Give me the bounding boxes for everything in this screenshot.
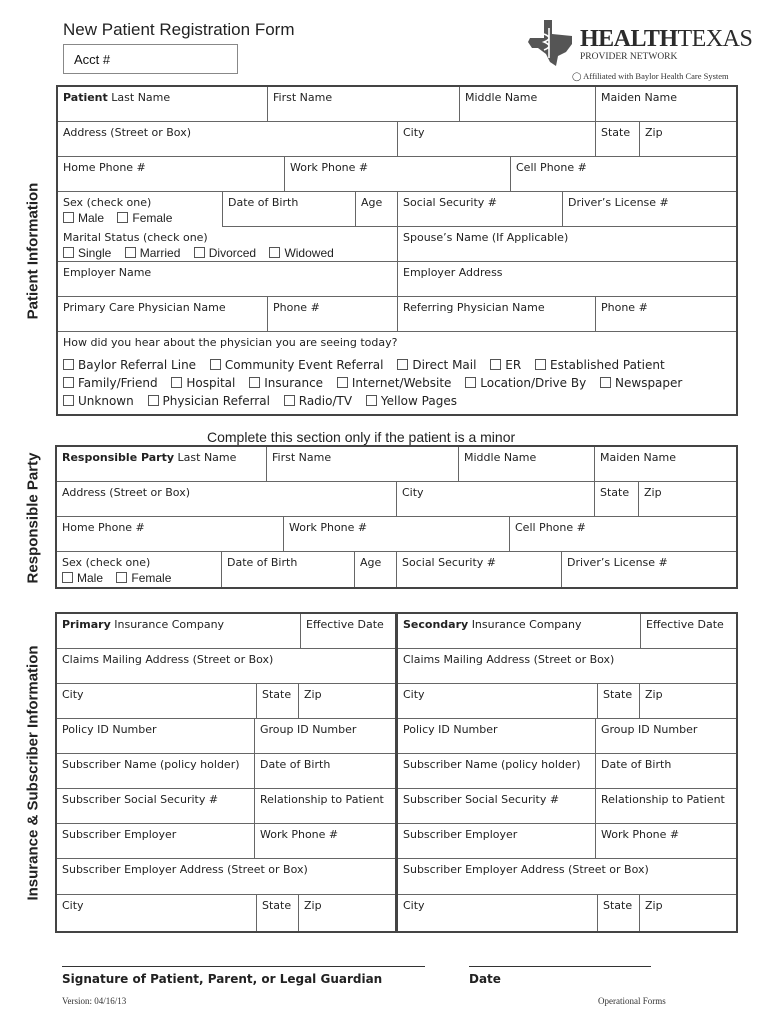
patient-address-field[interactable]: Address (Street or Box) xyxy=(58,122,398,157)
rp-last-name-field[interactable]: Responsible Party Last Name xyxy=(57,447,267,482)
rp-address-field[interactable]: Address (Street or Box) xyxy=(57,482,397,517)
checkbox-icon[interactable] xyxy=(269,247,280,258)
female-option[interactable]: Female xyxy=(116,571,171,585)
secondary-employer-city-field[interactable]: City xyxy=(398,895,598,931)
checkbox-icon[interactable] xyxy=(249,377,260,388)
primary-policy-id-field[interactable]: Policy ID Number xyxy=(57,719,255,754)
referral-source-field xyxy=(58,332,736,414)
male-option[interactable]: Male xyxy=(63,211,104,225)
patient-first-name-field[interactable]: First Name xyxy=(268,87,460,122)
checkbox-icon[interactable] xyxy=(125,247,136,258)
secondary-group-id-field[interactable]: Group ID Number xyxy=(596,719,736,754)
checkbox-icon[interactable] xyxy=(63,359,74,370)
secondary-zip-field[interactable]: Zip xyxy=(640,684,736,719)
secondary-employer-zip-field[interactable]: Zip xyxy=(645,899,663,912)
primary-subscriber-ssn-field[interactable]: Subscriber Social Security # xyxy=(57,789,255,824)
patient-state-field[interactable]: State xyxy=(596,122,640,157)
secondary-subscriber-employer-field[interactable]: Subscriber Employer xyxy=(398,824,596,859)
checkbox-icon[interactable] xyxy=(62,572,73,583)
logo-affiliation: ◯ Affiliated with Baylor Health Care System xyxy=(572,71,729,81)
ref-option[interactable]: Hospital xyxy=(171,376,235,390)
checkbox-icon[interactable] xyxy=(63,247,74,258)
single-option[interactable]: Single xyxy=(63,246,111,260)
referral-question: How did you hear about the physician you are seeing today? xyxy=(63,336,398,349)
secondary-subscriber-ssn-field[interactable]: Subscriber Social Security # xyxy=(398,789,596,824)
rp-age-field[interactable]: Age xyxy=(355,552,397,587)
referral-line-1 xyxy=(63,358,675,372)
patient-marital-field xyxy=(58,227,398,262)
rp-state-field[interactable]: State xyxy=(595,482,639,517)
patient-city-field[interactable]: City xyxy=(398,122,596,157)
rp-dob-field[interactable]: Date of Birth xyxy=(222,552,355,587)
primary-subscriber-employer-field[interactable]: Subscriber Employer xyxy=(57,824,255,859)
primary-employer-city-field[interactable]: City xyxy=(57,895,257,931)
patient-middle-name-field[interactable]: Middle Name xyxy=(460,87,596,122)
rp-work-phone-field[interactable]: Work Phone # xyxy=(284,517,510,552)
ref-option[interactable]: Internet/Website xyxy=(337,376,452,390)
ref-option[interactable]: Established Patient xyxy=(535,358,665,372)
texas-caduceus-icon xyxy=(526,18,576,68)
pcp-phone-field[interactable]: Phone # xyxy=(268,297,398,332)
checkbox-icon[interactable] xyxy=(171,377,182,388)
primary-zip-field[interactable]: Zip xyxy=(299,684,395,719)
referring-phone-field[interactable]: Phone # xyxy=(596,297,736,332)
patient-section xyxy=(56,85,738,416)
primary-group-id-field[interactable]: Group ID Number xyxy=(255,719,395,754)
insurance-information-label: Insurance & Subscriber Information xyxy=(24,645,42,901)
primary-relationship-field[interactable]: Relationship to Patient xyxy=(255,789,395,824)
rp-dl-field[interactable]: Driver’s License # xyxy=(567,556,668,569)
patient-cell-phone-field[interactable]: Cell Phone # xyxy=(511,157,736,192)
patient-information-label: Patient Information xyxy=(24,182,42,320)
acct-number-field[interactable]: Acct # xyxy=(63,44,238,74)
patient-dob-field[interactable]: Date of Birth xyxy=(223,192,356,227)
rp-first-name-field[interactable]: First Name xyxy=(267,447,459,482)
checkbox-icon[interactable] xyxy=(337,377,348,388)
checkbox-icon[interactable] xyxy=(63,377,74,388)
pcp-name-field[interactable]: Primary Care Physician Name xyxy=(58,297,268,332)
checkbox-icon[interactable] xyxy=(116,572,127,583)
primary-claims-address-field[interactable]: Claims Mailing Address (Street or Box) xyxy=(57,649,395,684)
primary-subscriber-name-field[interactable]: Subscriber Name (policy holder) xyxy=(57,754,255,789)
checkbox-icon[interactable] xyxy=(284,395,295,406)
married-option[interactable]: Married xyxy=(125,246,181,260)
female-option[interactable]: Female xyxy=(117,211,172,225)
checkbox-icon[interactable] xyxy=(397,359,408,370)
primary-state-field[interactable]: State xyxy=(257,684,299,719)
checkbox-icon[interactable] xyxy=(210,359,221,370)
patient-age-field[interactable]: Age xyxy=(356,192,398,227)
referral-line-2 xyxy=(63,376,692,390)
referral-line-3 xyxy=(63,394,467,408)
operational-forms-text: Operational Forms xyxy=(598,996,666,1006)
signature-label: Signature of Patient, Parent, or Legal Guardian xyxy=(62,972,383,986)
marital-label: Marital Status (check one) xyxy=(63,231,208,244)
date-line[interactable] xyxy=(469,966,651,967)
spouse-name-field[interactable]: Spouse’s Name (If Applicable) xyxy=(398,227,736,262)
secondary-claims-address-field[interactable]: Claims Mailing Address (Street or Box) xyxy=(398,649,736,684)
checkbox-icon[interactable] xyxy=(465,377,476,388)
primary-employer-address-field[interactable]: Subscriber Employer Address (Street or Box) xyxy=(57,859,395,895)
date-label: Date xyxy=(469,972,501,986)
rp-zip-field[interactable]: Zip xyxy=(639,482,736,517)
healthtexas-logo xyxy=(526,16,753,86)
checkbox-icon[interactable] xyxy=(194,247,205,258)
version-text: Version: 04/16/13 xyxy=(62,996,127,1006)
male-option[interactable]: Male xyxy=(62,571,103,585)
patient-zip-field[interactable]: Zip xyxy=(640,122,736,157)
widowed-option[interactable]: Widowed xyxy=(269,246,333,260)
responsible-party-label: Responsible Party xyxy=(24,452,42,584)
employer-name-field[interactable]: Employer Name xyxy=(58,262,398,297)
checkbox-icon[interactable] xyxy=(148,395,159,406)
checkbox-icon[interactable] xyxy=(535,359,546,370)
secondary-company-field[interactable]: Secondary Insurance Company xyxy=(398,614,641,649)
secondary-work-phone-field[interactable]: Work Phone # xyxy=(596,824,736,859)
ref-option[interactable]: Insurance xyxy=(249,376,323,390)
secondary-policy-id-field[interactable]: Policy ID Number xyxy=(398,719,596,754)
minor-section-caption: Complete this section only if the patient is a minor xyxy=(207,429,516,445)
rp-ssn-field[interactable]: Social Security # xyxy=(397,552,562,587)
secondary-state-field[interactable]: State xyxy=(598,684,640,719)
rp-sex-field xyxy=(57,552,222,587)
responsible-section xyxy=(55,445,738,589)
patient-last-name-field[interactable]: Patient Last Name xyxy=(58,87,268,122)
primary-company-field[interactable]: Primary Insurance Company xyxy=(57,614,301,649)
patient-sex-field xyxy=(58,192,223,227)
logo-wordmark: HEALTHTEXAS xyxy=(580,26,753,52)
checkbox-icon[interactable] xyxy=(366,395,377,406)
employer-address-field[interactable]: Employer Address xyxy=(398,262,736,297)
secondary-employer-address-field[interactable]: Subscriber Employer Address (Street or Box) xyxy=(398,859,736,895)
ref-option[interactable]: Unknown xyxy=(63,394,134,408)
checkbox-icon[interactable] xyxy=(600,377,611,388)
primary-effective-date-field[interactable]: Effective Date xyxy=(301,614,395,649)
divorced-option[interactable]: Divorced xyxy=(194,246,256,260)
ref-option[interactable]: Community Event Referral xyxy=(210,358,384,372)
logo-subtitle: PROVIDER NETWORK xyxy=(580,52,678,62)
ref-option[interactable]: Location/Drive By xyxy=(465,376,586,390)
rp-maiden-name-field[interactable]: Maiden Name xyxy=(595,447,736,482)
ref-option[interactable]: Family/Friend xyxy=(63,376,158,390)
checkbox-icon[interactable] xyxy=(63,395,74,406)
insurance-section xyxy=(55,612,738,933)
rp-city-field[interactable]: City xyxy=(397,482,595,517)
checkbox-icon[interactable] xyxy=(490,359,501,370)
primary-employer-zip-field[interactable]: Zip xyxy=(304,899,322,912)
patient-ssn-field[interactable]: Social Security # xyxy=(398,192,563,227)
rp-cell-phone-field[interactable]: Cell Phone # xyxy=(510,517,736,552)
secondary-effective-date-field[interactable]: Effective Date xyxy=(641,614,736,649)
primary-employer-state-field[interactable]: State xyxy=(257,895,299,931)
primary-subscriber-dob-field[interactable]: Date of Birth xyxy=(255,754,395,789)
checkbox-icon[interactable] xyxy=(63,212,74,223)
checkbox-icon[interactable] xyxy=(117,212,128,223)
secondary-subscriber-name-field[interactable]: Subscriber Name (policy holder) xyxy=(398,754,596,789)
ref-option[interactable]: Direct Mail xyxy=(397,358,476,372)
rp-home-phone-field[interactable]: Home Phone # xyxy=(57,517,284,552)
secondary-relationship-field[interactable]: Relationship to Patient xyxy=(596,789,736,824)
form-title: New Patient Registration Form xyxy=(63,20,295,39)
secondary-subscriber-dob-field[interactable]: Date of Birth xyxy=(596,754,736,789)
signature-line[interactable] xyxy=(62,966,425,967)
patient-dl-field[interactable]: Driver’s License # xyxy=(563,192,736,227)
primary-work-phone-field[interactable]: Work Phone # xyxy=(255,824,395,859)
referring-physician-field[interactable]: Referring Physician Name xyxy=(398,297,596,332)
secondary-employer-state-field[interactable]: State xyxy=(598,895,640,931)
primary-city-field[interactable]: City xyxy=(57,684,257,719)
patient-home-phone-field[interactable]: Home Phone # xyxy=(58,157,285,192)
ref-option[interactable]: Baylor Referral Line xyxy=(63,358,196,372)
patient-work-phone-field[interactable]: Work Phone # xyxy=(285,157,511,192)
ref-option[interactable]: Newspaper xyxy=(600,376,682,390)
rp-middle-name-field[interactable]: Middle Name xyxy=(459,447,595,482)
ref-option[interactable]: Physician Referral xyxy=(148,394,270,408)
sex-label: Sex (check one) xyxy=(62,556,151,569)
ref-option[interactable]: Yellow Pages xyxy=(366,394,457,408)
patient-maiden-name-field[interactable]: Maiden Name xyxy=(596,87,736,122)
secondary-city-field[interactable]: City xyxy=(398,684,598,719)
ref-option[interactable]: Radio/TV xyxy=(284,394,352,408)
sex-label: Sex (check one) xyxy=(63,196,152,209)
ref-option[interactable]: ER xyxy=(490,358,521,372)
